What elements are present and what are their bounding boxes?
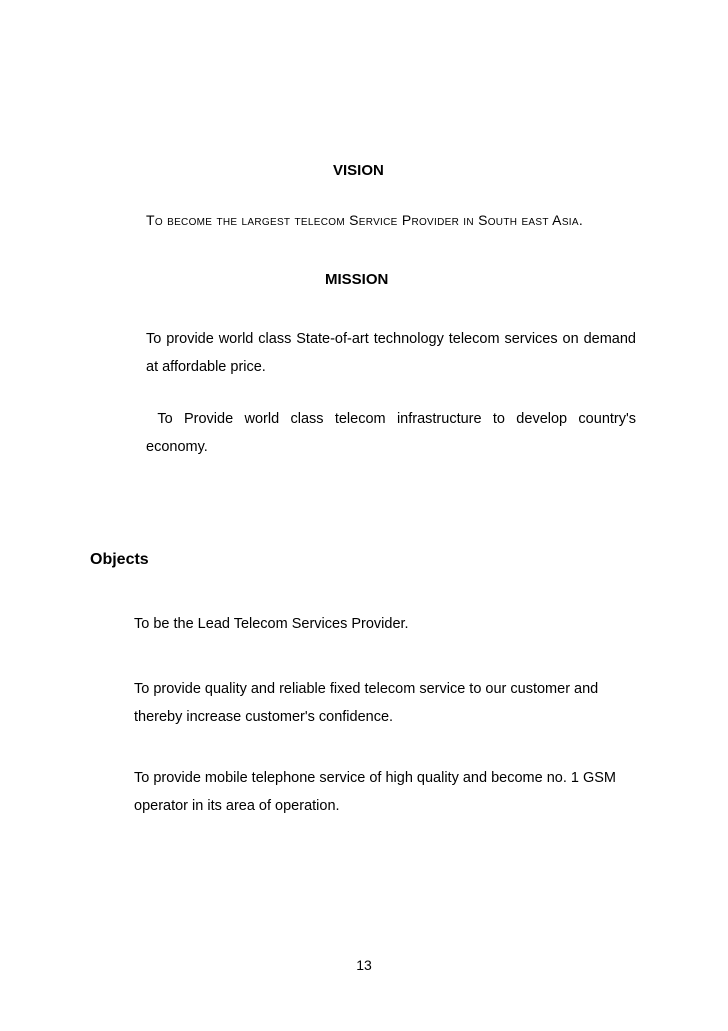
- objects-item-3-line-1: To provide mobile telephone service of high quality and become no. 1 GSM: [134, 770, 617, 786]
- mission-item-2-line-1: To Provide world class telecom infrastructure to develop country's: [146, 411, 637, 427]
- objects-item-2-line-2: thereby increase customer's confidence.: [134, 709, 394, 725]
- mission-heading: MISSION: [325, 271, 389, 288]
- page-number: 13: [356, 957, 372, 973]
- objects-heading: Objects: [90, 551, 149, 568]
- objects-item-1-line-1: To be the Lead Telecom Services Provider.: [134, 616, 409, 632]
- vision-statement: To become the largest telecom Service Provider in South east Asia.: [146, 212, 584, 228]
- vision-heading: VISION: [333, 162, 384, 179]
- mission-item-1-line-2: at affordable price.: [146, 359, 266, 375]
- objects-item-2-line-1: To provide quality and reliable fixed telecom service to our customer and: [134, 681, 599, 697]
- objects-item-2: [134, 675, 624, 731]
- objects-item-3-line-2: operator in its area of operation.: [134, 798, 340, 814]
- mission-item-2: [146, 405, 636, 461]
- objects-item-1: [134, 610, 624, 638]
- objects-item-3: [134, 764, 634, 820]
- mission-item-2-line-2: economy.: [146, 439, 208, 455]
- mission-item-1-line-1: To provide world class State-of-art technology telecom services on demand: [146, 331, 636, 347]
- mission-item-1: [146, 325, 636, 381]
